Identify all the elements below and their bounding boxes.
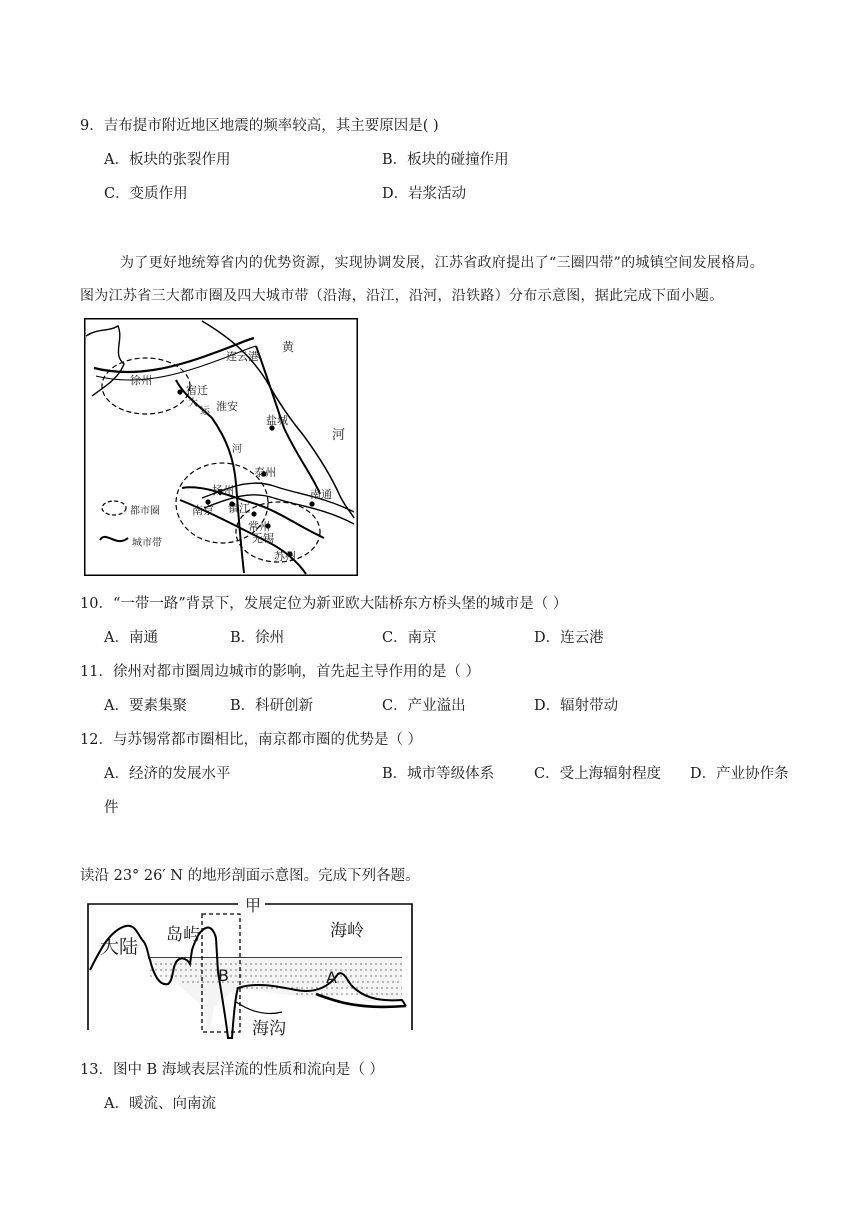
q12-option-a: A．经济的发展水平 bbox=[104, 766, 231, 782]
q13-option-a: A．暖流、向南流 bbox=[104, 1096, 216, 1112]
map-label-changzhou: 常州 bbox=[248, 520, 270, 533]
q10-option-a: A．南通 bbox=[104, 630, 158, 646]
jiangsu-map bbox=[84, 318, 358, 576]
profile-label-a: A bbox=[326, 968, 337, 987]
q9-option-d: D．岩浆活动 bbox=[382, 186, 467, 202]
q11-stem: 11．徐州对都市圈周边城市的影响，首先起主导作用的是（ ） bbox=[80, 664, 481, 680]
q11-option-b: B．科研创新 bbox=[230, 698, 314, 714]
map-label-yangzhou: 扬州 bbox=[212, 484, 234, 497]
q9-stem: 9．吉布提市附近地区地震的频率较高，其主要原因是( ) bbox=[80, 118, 439, 134]
passage1-line2: 图为江苏省三大都市圈及四大城市带（沿海，沿江，沿河，沿铁路）分布示意图，据此完成下面小题。 bbox=[80, 288, 724, 304]
map-label-nantong: 南通 bbox=[310, 488, 332, 501]
q11-option-a: A．要素集聚 bbox=[104, 698, 187, 714]
map-label-nanjing: 南京 bbox=[192, 504, 214, 517]
map-legend-metro: 都市圈 bbox=[130, 506, 160, 517]
map-label-da: 大 bbox=[188, 398, 198, 409]
map-label-xuzhou: 徐州 bbox=[130, 374, 152, 387]
q9-option-c: C．变质作用 bbox=[104, 186, 188, 202]
profile-label-island: 岛屿 bbox=[166, 925, 200, 945]
q12-stem: 12．与苏锡常都市圈相比，南京都市圈的优势是（ ） bbox=[80, 732, 423, 748]
profile-label-ridge: 海岭 bbox=[330, 921, 364, 941]
q9-option-a: A．板块的张裂作用 bbox=[104, 152, 231, 168]
map-label-suqian: 宿迁 bbox=[186, 384, 208, 397]
map-label-huang: 黄 bbox=[282, 340, 295, 354]
map-legend-belt: 城市带 bbox=[132, 538, 162, 549]
q12-option-d-wrap: 件 bbox=[104, 800, 119, 816]
map-label-yun: 运 bbox=[200, 406, 210, 417]
map-label-huaian: 淮安 bbox=[216, 400, 238, 413]
map-label-he: 河 bbox=[332, 428, 346, 443]
q12-option-c: C．受上海辐射程度 bbox=[534, 766, 662, 782]
map-label-zhenjiang: 镇江 bbox=[228, 502, 250, 515]
q10-stem: 10．“一带一路”背景下，发展定位为新亚欧大陆桥东方桥头堡的城市是（ ） bbox=[80, 596, 568, 612]
q10-option-d: D．连云港 bbox=[534, 630, 604, 646]
q10-option-c: C．南京 bbox=[382, 630, 437, 646]
map-label-yancheng: 盐城 bbox=[266, 414, 288, 427]
map-label-canal-he: 河 bbox=[232, 444, 242, 455]
passage1-line1: 为了更好地统筹省内的优势资源，实现协调发展，江苏省政府提出了“三圈四带”的城镇空间发展格局。 bbox=[120, 255, 765, 271]
profile-label-mainland: 大陆 bbox=[100, 936, 139, 958]
q12-option-d: D．产业协作条 bbox=[690, 766, 789, 782]
q12-option-b: B．城市等级体系 bbox=[382, 766, 495, 782]
profile-label-jia: 甲 bbox=[241, 893, 265, 916]
q9-option-b: B．板块的碰撞作用 bbox=[382, 152, 509, 168]
q13-stem: 13．图中 B 海域表层洋流的性质和流向是（ ） bbox=[80, 1062, 384, 1078]
q10-option-b: B．徐州 bbox=[230, 630, 285, 646]
q11-option-c: C．产业溢出 bbox=[382, 698, 466, 714]
profile-label-trench: 海沟 bbox=[252, 1019, 286, 1039]
profile-label-b: B bbox=[218, 966, 229, 985]
map-label-suzhou: 苏州 bbox=[274, 550, 296, 563]
q11-option-d: D．辐射带动 bbox=[534, 698, 619, 714]
passage2-text: 读沿 23° 26′ N 的地形剖面示意图。完成下列各题。 bbox=[80, 868, 420, 884]
map-label-lianyungang: 连云港 bbox=[226, 350, 259, 363]
map-label-taizhou: 泰州 bbox=[254, 466, 276, 479]
map-label-wuxi: 无锡 bbox=[252, 532, 274, 545]
